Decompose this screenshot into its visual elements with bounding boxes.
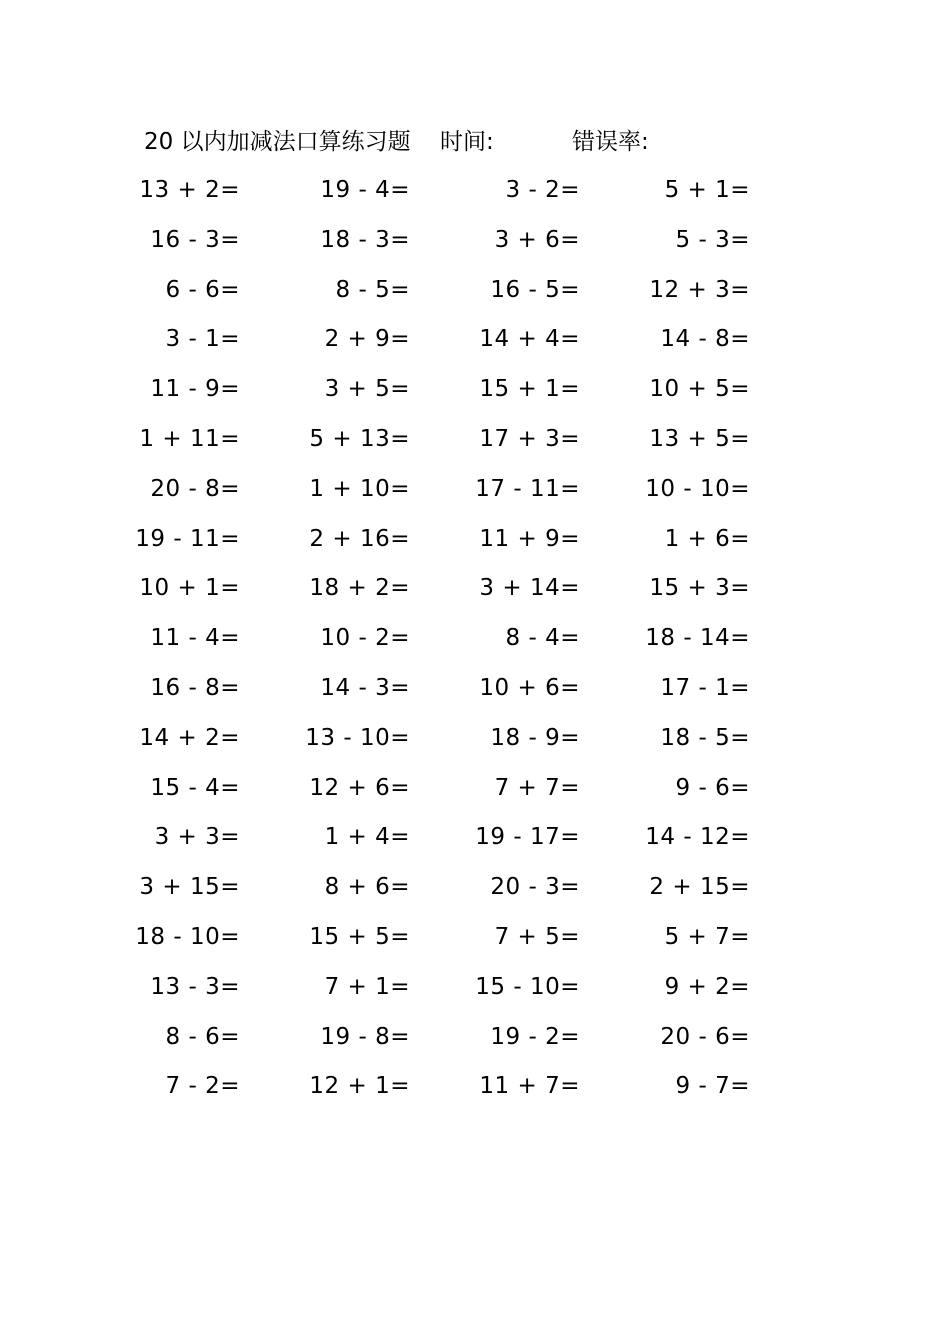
problem-grid: [130, 166, 810, 1112]
problem-equation: 8 + 6=: [324, 874, 410, 901]
problem-cell: [130, 714, 300, 764]
problem-cell: [300, 365, 470, 415]
problem-equation: 9 + 2=: [664, 973, 750, 1000]
problem-cell: [300, 1062, 470, 1112]
problem-equation: 13 + 2=: [139, 177, 240, 203]
problem-cell: [640, 315, 810, 365]
worksheet-title: 20 以内加减法口算练习题: [144, 129, 411, 155]
problem-cell: [300, 863, 470, 913]
problem-equation: 11 - 9=: [150, 376, 240, 403]
problem-cell: [470, 166, 640, 216]
problem-cell: [640, 863, 810, 913]
problem-equation: 15 + 3=: [649, 575, 750, 602]
problem-cell: [300, 166, 470, 216]
problem-cell: [640, 266, 810, 316]
problem-equation: 7 - 2=: [165, 1073, 240, 1100]
error-rate-label: 错误率:: [572, 129, 649, 155]
problem-cell: [470, 266, 640, 316]
problem-equation: 13 - 10=: [305, 724, 410, 751]
problem-cell: [470, 813, 640, 863]
problem-cell: [470, 1013, 640, 1063]
problem-cell: [130, 315, 300, 365]
problem-row: [130, 1013, 810, 1063]
problem-equation: 14 + 2=: [139, 724, 240, 751]
problem-equation: 13 - 3=: [150, 973, 240, 1000]
problem-equation: 11 - 4=: [150, 625, 240, 652]
problem-equation: 3 + 3=: [154, 824, 240, 851]
problem-equation: 16 - 5=: [490, 276, 580, 303]
problem-equation: 20 - 8=: [150, 475, 240, 502]
problem-cell: [300, 266, 470, 316]
problem-cell: [300, 963, 470, 1013]
problem-cell: [130, 515, 300, 565]
problem-equation: 2 + 16=: [309, 525, 410, 552]
problem-equation: 1 + 11=: [139, 425, 240, 452]
problem-cell: [640, 614, 810, 664]
problem-equation: 19 - 8=: [320, 1023, 410, 1050]
problem-cell: [470, 564, 640, 614]
problem-cell: [470, 1062, 640, 1112]
problem-cell: [470, 465, 640, 515]
problem-cell: [640, 1062, 810, 1112]
problem-equation: 1 + 10=: [309, 475, 410, 502]
problem-cell: [300, 415, 470, 465]
problem-equation: 20 - 3=: [490, 874, 580, 901]
problem-cell: [300, 564, 470, 614]
problem-cell: [300, 315, 470, 365]
problem-cell: [640, 465, 810, 515]
problem-equation: 11 + 9=: [479, 525, 580, 552]
problem-cell: [130, 1013, 300, 1063]
problem-equation: 17 - 1=: [660, 674, 750, 701]
problem-row: [130, 564, 810, 614]
problem-cell: [130, 913, 300, 963]
problem-cell: [640, 913, 810, 963]
problem-equation: 10 + 1=: [139, 575, 240, 602]
problem-cell: [130, 465, 300, 515]
problem-equation: 5 + 1=: [664, 177, 750, 203]
problem-cell: [300, 614, 470, 664]
problem-row: [130, 166, 810, 216]
problem-cell: [640, 664, 810, 714]
problem-equation: 14 - 3=: [320, 674, 410, 701]
problem-equation: 2 + 15=: [649, 874, 750, 901]
problem-equation: 3 + 15=: [139, 874, 240, 901]
problem-equation: 1 + 6=: [664, 525, 750, 552]
problem-cell: [640, 515, 810, 565]
problem-equation: 18 - 9=: [490, 724, 580, 751]
problem-cell: [640, 813, 810, 863]
problem-row: [130, 415, 810, 465]
problem-row: [130, 863, 810, 913]
problem-cell: [300, 465, 470, 515]
problem-cell: [470, 764, 640, 814]
problem-equation: 3 - 1=: [165, 326, 240, 353]
problem-equation: 15 + 5=: [309, 923, 410, 950]
problem-cell: [130, 564, 300, 614]
problem-cell: [470, 913, 640, 963]
problem-cell: [300, 515, 470, 565]
problem-equation: 19 - 17=: [475, 824, 580, 851]
problem-cell: [130, 963, 300, 1013]
problem-equation: 16 - 3=: [150, 226, 240, 253]
problem-equation: 18 - 3=: [320, 226, 410, 253]
problem-cell: [640, 564, 810, 614]
problem-cell: [470, 664, 640, 714]
problem-cell: [300, 813, 470, 863]
problem-equation: 9 - 6=: [675, 774, 750, 801]
problem-equation: 20 - 6=: [660, 1023, 750, 1050]
problem-row: [130, 315, 810, 365]
problem-equation: 19 - 4=: [320, 177, 410, 203]
problem-equation: 8 - 5=: [335, 276, 410, 303]
problem-cell: [470, 515, 640, 565]
problem-row: [130, 664, 810, 714]
problem-cell: [470, 315, 640, 365]
problem-row: [130, 465, 810, 515]
problem-row: [130, 266, 810, 316]
problem-cell: [640, 714, 810, 764]
problem-equation: 6 - 6=: [165, 276, 240, 303]
problem-equation: 13 + 5=: [649, 425, 750, 452]
problem-row: [130, 1062, 810, 1112]
time-label: 时间:: [440, 129, 494, 155]
problem-cell: [640, 415, 810, 465]
problem-cell: [130, 1062, 300, 1112]
problem-equation: 15 + 1=: [479, 376, 580, 403]
problem-cell: [640, 764, 810, 814]
problem-equation: 14 + 4=: [479, 326, 580, 353]
problem-cell: [640, 216, 810, 266]
problem-row: [130, 365, 810, 415]
problem-equation: 8 - 6=: [165, 1023, 240, 1050]
problem-row: [130, 216, 810, 266]
problem-cell: [300, 216, 470, 266]
problem-row: [130, 714, 810, 764]
problem-cell: [470, 365, 640, 415]
problem-cell: [130, 415, 300, 465]
problem-cell: [130, 365, 300, 415]
problem-equation: 19 - 11=: [135, 525, 240, 552]
problem-equation: 18 - 10=: [135, 923, 240, 950]
problem-equation: 7 + 1=: [324, 973, 410, 1000]
problem-equation: 10 - 2=: [320, 625, 410, 652]
problem-cell: [640, 365, 810, 415]
problem-cell: [130, 863, 300, 913]
problem-cell: [300, 764, 470, 814]
problem-equation: 14 - 12=: [645, 824, 750, 851]
problem-equation: 10 + 5=: [649, 376, 750, 403]
problem-equation: 5 + 13=: [309, 425, 410, 452]
problem-equation: 19 - 2=: [490, 1023, 580, 1050]
problem-equation: 18 + 2=: [309, 575, 410, 602]
problem-equation: 14 - 8=: [660, 326, 750, 353]
problem-equation: 18 - 5=: [660, 724, 750, 751]
problem-cell: [470, 415, 640, 465]
problem-cell: [470, 714, 640, 764]
problem-cell: [300, 714, 470, 764]
problem-cell: [300, 1013, 470, 1063]
problem-cell: [130, 166, 300, 216]
problem-row: [130, 913, 810, 963]
problem-cell: [130, 614, 300, 664]
problem-equation: 5 - 3=: [675, 226, 750, 253]
problem-equation: 17 + 3=: [479, 425, 580, 452]
problem-cell: [300, 913, 470, 963]
problem-equation: 17 - 11=: [475, 475, 580, 502]
problem-cell: [640, 963, 810, 1013]
problem-cell: [300, 664, 470, 714]
problem-row: [130, 614, 810, 664]
problem-cell: [130, 764, 300, 814]
problem-equation: 7 + 5=: [494, 923, 580, 950]
problem-equation: 8 - 4=: [505, 625, 580, 652]
problem-cell: [130, 813, 300, 863]
problem-equation: 1 + 4=: [324, 824, 410, 851]
problem-equation: 3 - 2=: [505, 177, 580, 203]
problem-row: [130, 764, 810, 814]
problem-equation: 15 - 4=: [150, 774, 240, 801]
problem-equation: 3 + 6=: [494, 226, 580, 253]
problem-cell: [470, 614, 640, 664]
problem-cell: [130, 266, 300, 316]
problem-equation: 12 + 1=: [309, 1073, 410, 1100]
problem-row: [130, 963, 810, 1013]
problem-equation: 9 - 7=: [675, 1073, 750, 1100]
problem-cell: [130, 664, 300, 714]
problem-equation: 12 + 6=: [309, 774, 410, 801]
problem-equation: 18 - 14=: [645, 625, 750, 652]
problem-row: [130, 813, 810, 863]
problem-equation: 10 + 6=: [479, 674, 580, 701]
problem-cell: [640, 166, 810, 216]
problem-row: [130, 515, 810, 565]
problem-cell: [640, 1013, 810, 1063]
problem-equation: 11 + 7=: [479, 1073, 580, 1100]
problem-equation: 3 + 5=: [324, 376, 410, 403]
problem-cell: [470, 963, 640, 1013]
problem-equation: 7 + 7=: [494, 774, 580, 801]
problem-equation: 12 + 3=: [649, 276, 750, 303]
problem-equation: 16 - 8=: [150, 674, 240, 701]
problem-equation: 2 + 9=: [324, 326, 410, 353]
problem-cell: [470, 216, 640, 266]
problem-equation: 5 + 7=: [664, 923, 750, 950]
problem-equation: 10 - 10=: [645, 475, 750, 502]
problem-cell: [130, 216, 300, 266]
problem-equation: 15 - 10=: [475, 973, 580, 1000]
problem-equation: 3 + 14=: [479, 575, 580, 602]
problem-cell: [470, 863, 640, 913]
